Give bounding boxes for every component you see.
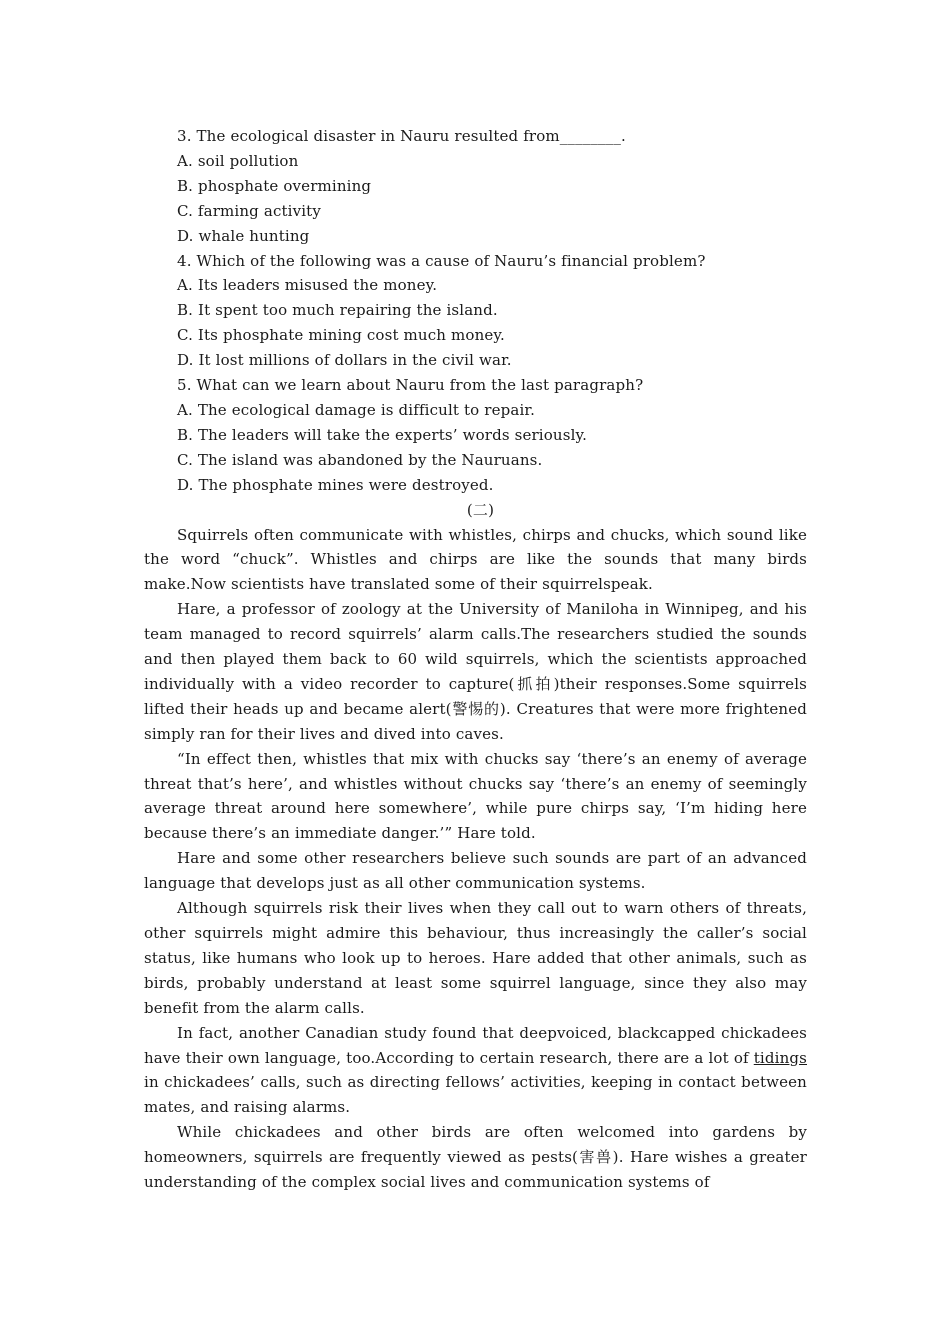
- underlined-word-tidings: tidings: [753, 1048, 807, 1067]
- question-3-option-b: B. phosphate overmining: [177, 176, 372, 195]
- question-4-option-d: D. It lost millions of dollars in the civil war.: [177, 351, 512, 370]
- question-5-option-c: C. The island was abandoned by the Nauruans.: [177, 450, 543, 469]
- question-4-stem: 4. Which of the following was a cause of Nauru’s financial problem?: [177, 251, 706, 270]
- question-4-option-a: A. Its leaders misused the money.: [177, 276, 438, 295]
- passage-paragraph-7: While chickadees and other birds are often welcomed into gardens by homeowners, squirrels are frequently viewed as pests(害兽). Hare wishes a greater understanding of the complex social lives and communication systems of: [144, 1123, 807, 1192]
- passage-paragraph-6: [144, 1021, 807, 1121]
- question-3-option-d: D. whale hunting: [177, 226, 310, 245]
- section-heading: (二): [466, 500, 495, 519]
- question-4-option-b: B. It spent too much repairing the island.: [177, 301, 498, 320]
- passage-paragraph-3: “In effect then, whistles that mix with chucks say ‘there’s an enemy of average threat that’s here’, and whistles without chucks say ‘there’s an enemy of seemingly average threat around here somewhere’, while pure chirps say, ‘I’m hiding here because there’s an immediate danger.’” Hare told.: [144, 749, 807, 843]
- document-page: [144, 124, 807, 1195]
- question-3-option-a: A. soil pollution: [177, 151, 299, 170]
- question-5-option-a: A. The ecological damage is difficult to repair.: [177, 400, 536, 419]
- question-3-stem: 3. The ecological disaster in Nauru resulted from________.: [177, 127, 626, 145]
- passage-paragraph-5: Although squirrels risk their lives when they call out to warn others of threats, other squirrels might admire this behaviour, thus increasingly the caller’s social status, like humans who look up to heroes. Hare added that other animals, such as birds, probably understand at least some squirrel language, since they also may benefit from the alarm calls.: [144, 899, 807, 1017]
- question-5-stem: 5. What can we learn about Nauru from the last paragraph?: [177, 376, 644, 395]
- paragraph-6-text-start: In fact, another Canadian study found that deepvoiced, blackcapped chickadees have their own language, too.According to certain research, there are a lot of: [144, 1023, 807, 1067]
- passage-paragraph-1: Squirrels often communicate with whistles, chirps and chucks, which sound like the word “chuck”. Whistles and chirps are like the sounds that many birds make.Now scientists have translated some of their squirrelspeak.: [144, 525, 807, 594]
- passage-paragraph-4: Hare and some other researchers believe such sounds are part of an advanced language that develops just as all other communication systems.: [144, 849, 807, 893]
- question-5-option-d: D. The phosphate mines were destroyed.: [177, 475, 494, 494]
- question-5-option-b: B. The leaders will take the experts’ words seriously.: [177, 425, 588, 444]
- question-3-option-c: C. farming activity: [177, 201, 321, 220]
- question-4-option-c: C. Its phosphate mining cost much money.: [177, 326, 505, 345]
- paragraph-6-text-end: in chickadees’ calls, such as directing fellows’ activities, keeping in contact between mates, and raising alarms.: [144, 1073, 807, 1117]
- passage-paragraph-2: Hare, a professor of zoology at the University of Maniloha in Winnipeg, and his team managed to record squirrels’ alarm calls.The researchers studied the sounds and then played them back to 60 wild squirrels, which the scientists approached individually with a video recorder to capture(抓拍)their responses.Some squirrels lifted their heads up and became alert(警惕的). Creatures that were more frightened simply ran for their lives and dived into caves.: [144, 600, 807, 743]
